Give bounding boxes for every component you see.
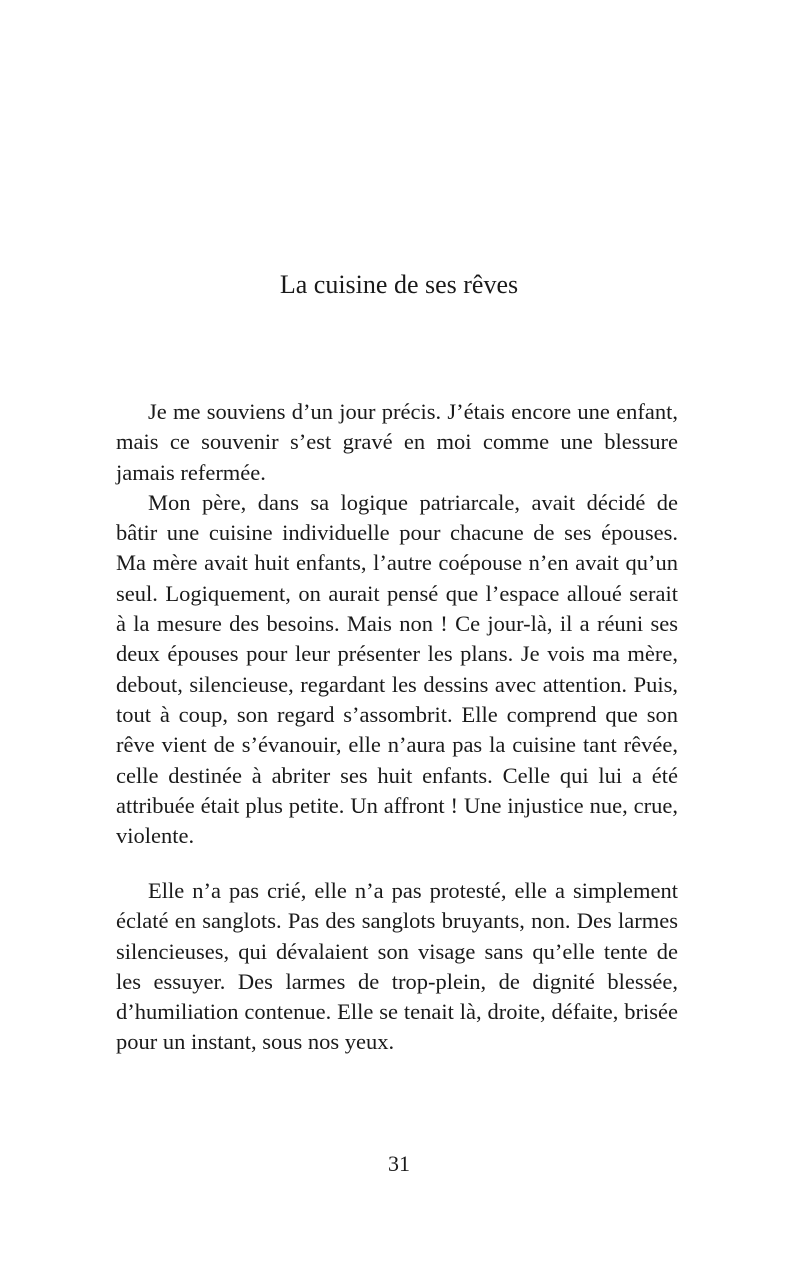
paragraph: Mon père, dans sa logique patriarcale, avait décidé de bâtir une cuisine individuelle pour chacune de ses épouses. Ma mère avait huit enfants, l’autre coépouse n’en avait qu’un seul. Logiquement, on aurait pensé que l’espace alloué serait à la mesure des besoins. Mais non ! Ce jour-là, il a réuni ses deux épouses pour leur présenter les plans. Je vois ma mère, debout, silencieuse, regardant les dessins avec attention. Puis, tout à coup, son regard s’assombrit. Elle comprend que son rêve vient de s’évanouir, elle n’aura pas la cuisine tant rêvée, celle destinée à abriter ses huit enfants. Celle qui lui a été attribuée était plus petite. Un affront ! Une injustice nue, crue, violente.: [116, 489, 678, 849]
text-section-1: [116, 397, 678, 851]
paragraph: Elle n’a pas crié, elle n’a pas protesté, elle a simplement éclaté en sanglots. Pas des sanglots bruyants, non. Des larmes silencieuses, qui dévalaient son visage sans qu’elle tente de les essuyer. Des larmes de trop-plein, de dignité blessée, d’humiliation contenue. Elle se tenait là, droite, défaite, brisée pour un instant, sous nos yeux.: [116, 878, 678, 1055]
text-section-2: [116, 876, 678, 1058]
page-number: 31: [388, 1151, 410, 1176]
chapter-title: La cuisine de ses rêves: [279, 270, 519, 299]
paragraph: Je me souviens d’un jour précis. J’étais encore une enfant, mais ce souvenir s’est gravé en moi comme une blessure jamais refermée.: [116, 399, 678, 485]
